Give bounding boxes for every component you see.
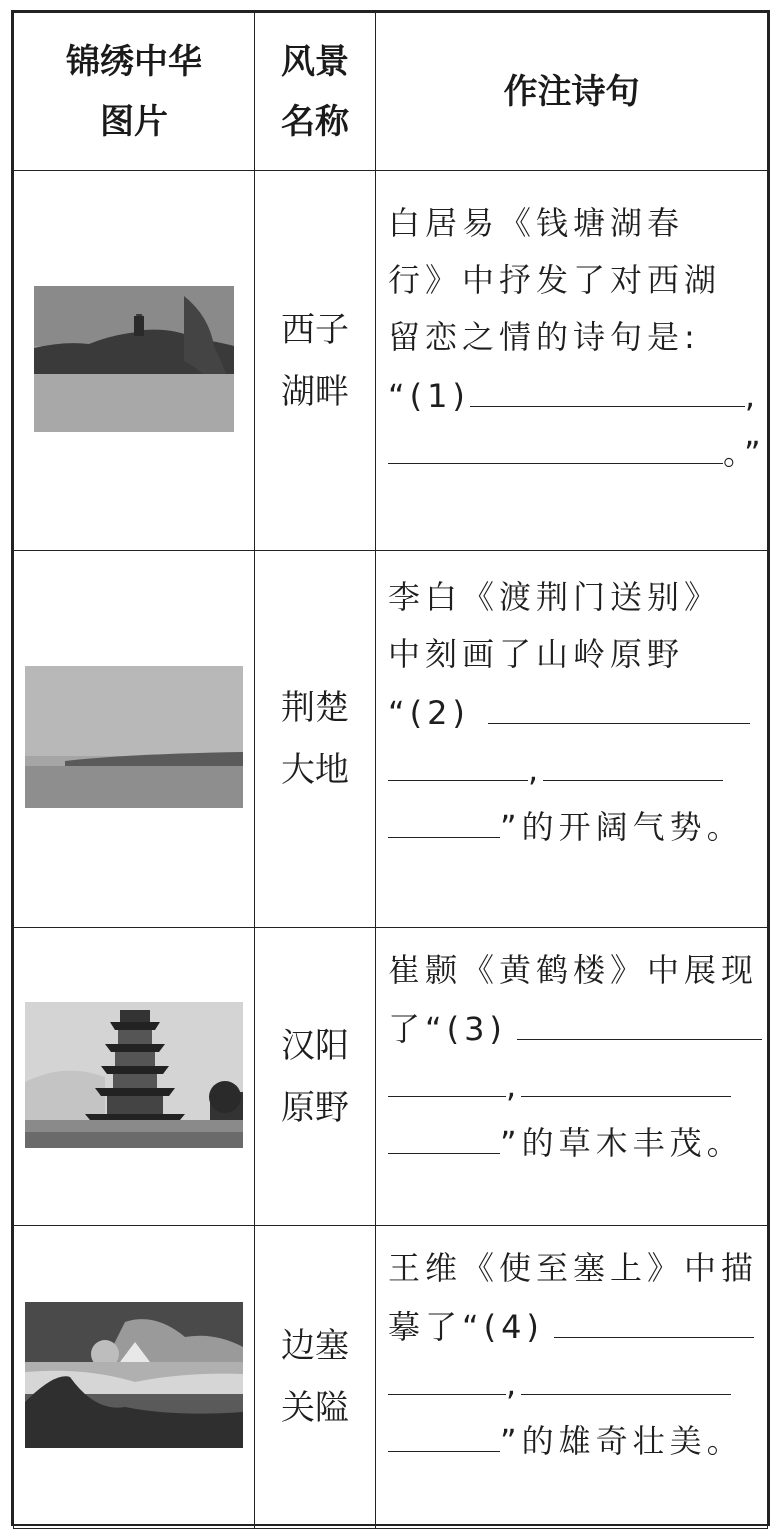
poem-cell [376,171,768,551]
poem-blank-line [388,1354,759,1411]
answer-blank[interactable] [470,366,745,407]
answer-blank[interactable] [488,683,750,724]
blank-label: 摹了“(4) [388,1308,544,1346]
poem-text-line: 崔颢《黄鹤楼》中展现 [388,951,759,989]
table-row [14,551,768,928]
answer-blank[interactable] [554,1297,754,1338]
header-poem-label: 作注诗句 [503,71,640,112]
answer-blank[interactable] [521,1354,731,1395]
blank-label: “(2) [388,694,470,732]
poem-text-line: 李白《渡荆门送别》 [388,578,722,616]
answer-blank[interactable] [388,1354,506,1395]
poem-text-line: 留恋之情的诗句是: [388,318,700,356]
picture-cell [14,551,255,928]
poem-worksheet-table [11,10,770,1526]
answer-blank[interactable] [517,999,762,1040]
poem-text-line: 中刻画了山岭原野 [388,635,685,673]
table-row [14,1226,768,1529]
picture-cell [14,1226,255,1529]
poem-blank-line [388,683,759,740]
answer-blank[interactable] [388,1113,500,1154]
scenery-name-line1: 荆楚 [281,688,349,728]
yellow-crane-tower-photo-icon [25,1002,243,1148]
scenery-name-cell [255,171,376,551]
header-scenery-name [255,13,376,171]
answer-blank[interactable] [388,423,723,464]
header-picture-line1: 锦绣中华 [66,41,202,82]
desert-sunset-photo-icon [25,1302,243,1448]
answer-blank[interactable] [543,740,723,781]
scenery-name-line1: 边塞 [281,1326,349,1366]
header-poem [376,13,768,171]
punctuation: , [744,377,761,415]
scenery-name-line1: 汉阳 [281,1025,349,1066]
poem-text-line: 王维《使至塞上》中描 [388,1249,759,1287]
table-row [14,928,768,1226]
header-picture [14,13,255,171]
blank-label: “(1) [388,377,470,415]
poem-text-tail: ”的开阔气势。 [500,808,744,846]
poem-blank-line [388,366,759,423]
header-scenery-line1: 风景 [281,41,349,82]
poem-blank-line [388,1113,759,1170]
poem-blank-line [388,1411,759,1468]
poem-cell [376,928,768,1226]
yangtze-river-photo-icon [25,666,243,808]
poem-text-line: 行》中抒发了对西湖 [388,261,722,299]
header-scenery-line2: 名称 [281,101,349,142]
scenery-name-line2: 关隘 [281,1388,349,1428]
poem-blank-line [388,797,759,854]
header-picture-line2: 图片 [100,101,168,142]
poem-blank-line [388,740,759,797]
answer-blank[interactable] [388,1056,506,1097]
west-lake-pagoda-photo-icon [34,286,234,432]
punctuation: , [528,751,544,789]
answer-blank[interactable] [388,797,500,838]
scenery-name-line2: 原野 [281,1087,349,1128]
poem-blank-line [388,423,766,480]
scenery-name-cell [255,551,376,928]
poem-blank-line [388,1056,759,1113]
scenery-name-line1: 西子 [281,309,349,350]
punctuation: , [506,1067,522,1105]
table-row [14,171,768,551]
punctuation: , [506,1365,522,1403]
poem-cell [376,551,768,928]
answer-blank[interactable] [388,740,528,781]
poem-blank-line [388,999,759,1056]
header-row [14,13,768,171]
poem-text-line: 白居易《钱塘湖春 [388,204,685,242]
poem-text-tail: ”的雄奇壮美。 [500,1422,744,1460]
poem-cell [376,1226,768,1529]
scenery-name-cell [255,928,376,1226]
punctuation: 。” [723,434,766,472]
scenery-name-line2: 湖畔 [281,371,349,412]
picture-cell [14,928,255,1226]
scenery-name-line2: 大地 [281,750,349,790]
poem-table [13,12,768,1529]
scenery-name-cell [255,1226,376,1529]
picture-cell [14,171,255,551]
blank-label: 了“(3) [388,1010,507,1048]
poem-blank-line [388,1297,759,1354]
answer-blank[interactable] [521,1056,731,1097]
poem-text-tail: ”的草木丰茂。 [500,1124,744,1162]
answer-blank[interactable] [388,1411,500,1452]
